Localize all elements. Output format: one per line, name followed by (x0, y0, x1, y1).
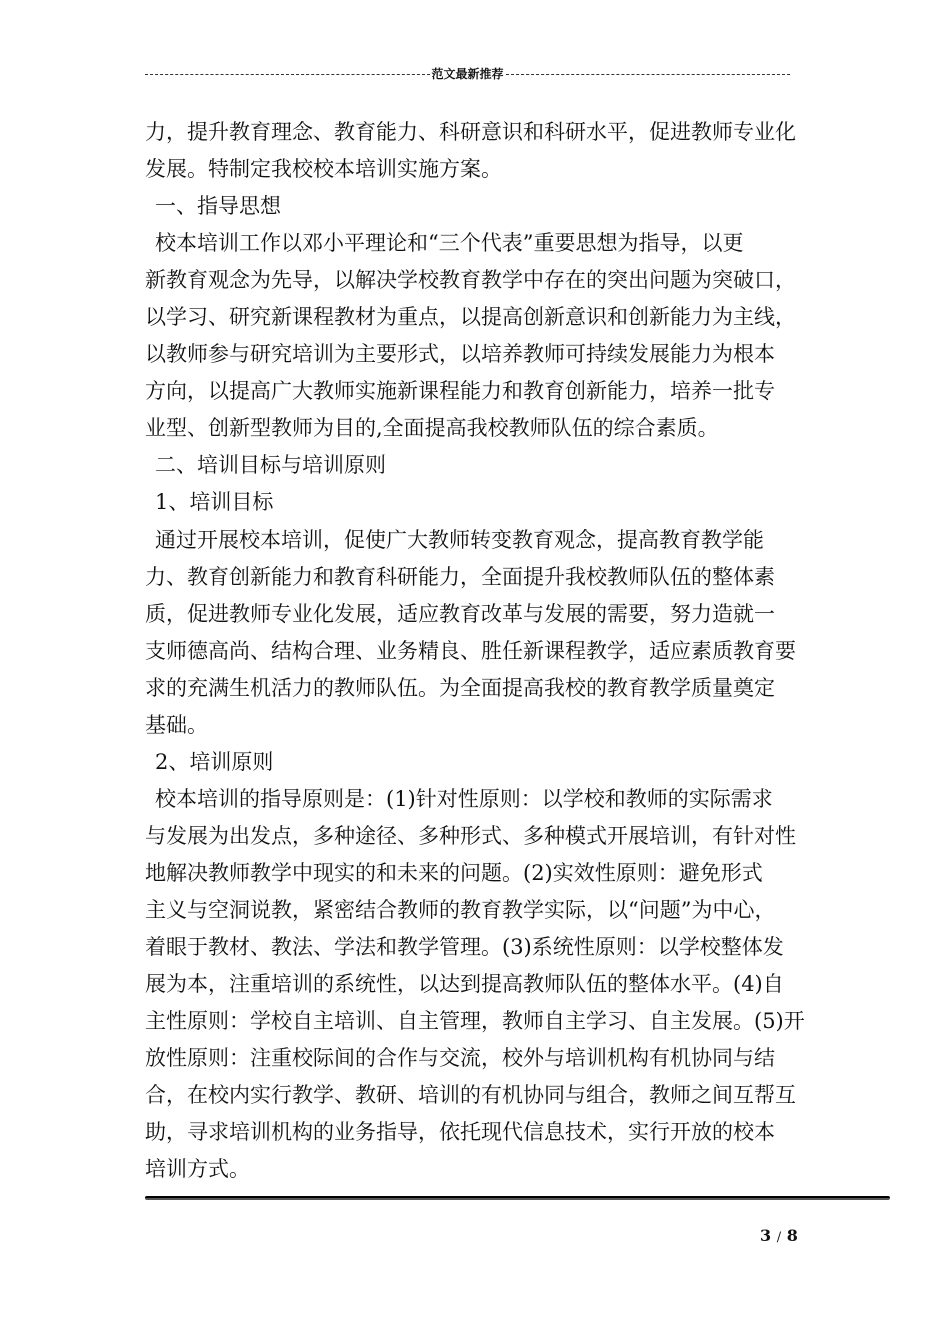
page-total: 8 (786, 1226, 798, 1245)
text-line: 新教育观念为先导，以解决学校教育教学中存在的突出问题为突破口， (145, 268, 796, 293)
footer-rule (145, 1196, 890, 1200)
header-dash-right (506, 74, 791, 75)
text-line: 质，促进教师专业化发展，适应教育改革与发展的需要，努力造就一 (145, 601, 775, 626)
page-header (145, 66, 790, 82)
page-separator: / (776, 1230, 782, 1245)
text-line: 力、教育创新能力和教育科研能力，全面提升我校教师队伍的整体素 (145, 564, 775, 589)
text-line: 1、培训目标 (155, 490, 274, 515)
text-line: 业型、创新型教师为目的,全面提高我校教师队伍的综合素质。 (145, 416, 719, 441)
text-line: 合，在校内实行教学、教研、培训的有机协同与组合，教师之间互帮互 (145, 1083, 796, 1108)
text-line: 放性原则：注重校际间的合作与交流，校外与培训机构有机协同与结 (145, 1046, 775, 1071)
header-dash-left (145, 74, 430, 75)
text-line: 校本培训的指导原则是：(1)针对性原则：以学校和教师的实际需求 (155, 786, 773, 811)
text-line: 力，提升教育理念、教育能力、科研意识和科研水平，促进教师专业化 (145, 120, 796, 144)
text-line: 通过开展校本培训，促使广大教师转变教育观念，提高教育教学能 (155, 527, 764, 552)
text-line: 校本培训工作以邓小平理论和“三个代表”重要思想为指导，以更 (155, 231, 744, 256)
text-line: 以教师参与研究培训为主要形式，以培养教师可持续发展能力为根本 (145, 342, 775, 367)
text-line: 求的充满生机活力的教师队伍。为全面提高我校的教育教学质量奠定 (145, 675, 775, 700)
text-line: 方向，以提高广大教师实施新课程能力和教育创新能力，培养一批专 (145, 379, 775, 404)
text-line: 一、指导思想 (155, 194, 281, 219)
page-number (760, 1226, 820, 1248)
page-current: 3 (760, 1226, 772, 1245)
text-line: 地解决教师教学中现实的和未来的问题。(2)实效性原则：避免形式 (145, 860, 763, 885)
text-line: 以学习、研究新课程教材为重点，以提高创新意识和创新能力为主线， (145, 305, 796, 330)
header-title: 范文最新推荐 (431, 67, 504, 81)
text-line: 基础。 (145, 712, 208, 737)
text-line: 2、培训原则 (155, 749, 274, 774)
text-line: 着眼于教材、教法、学法和教学管理。(3)系统性原则：以学校整体发 (145, 935, 784, 960)
text-line: 展为本，注重培训的系统性，以达到提高教师队伍的整体水平。(4)自 (145, 972, 784, 997)
text-line: 主性原则：学校自主培训、自主管理，教师自主学习、自主发展。(5)开 (145, 1009, 805, 1034)
text-line: 二、培训目标与培训原则 (155, 453, 386, 478)
text-line: 发展。特制定我校校本培训实施方案。 (145, 157, 502, 182)
text-line: 主义与空洞说教，紧密结合教师的教育教学实际，以“问题”为中心， (145, 897, 776, 922)
text-line: 助，寻求培训机构的业务指导，依托现代信息技术，实行开放的校本 (145, 1120, 775, 1145)
text-line: 与发展为出发点，多种途径、多种形式、多种模式开展培训，有针对性 (145, 823, 796, 848)
text-line: 培训方式。 (145, 1157, 250, 1182)
text-line: 支师德高尚、结构合理、业务精良、胜任新课程教学，适应素质教育要 (145, 638, 796, 663)
document-body (145, 114, 813, 1188)
